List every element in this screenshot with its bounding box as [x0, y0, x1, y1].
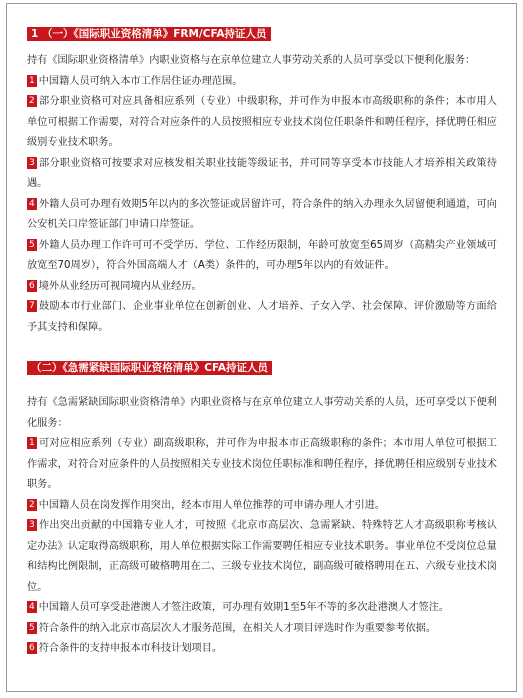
- section1-item-6: [27, 277, 497, 298]
- item-text: 中国籍人员可享受赴港澳人才签注政策，可办理有效期1至5年不等的多次赴港澳人才签注。: [38, 602, 450, 613]
- section1-intro: 持有《国际职业资格清单》内职业资格与在京单位建立人事劳动关系的人员可享受以下便利化服务：: [27, 55, 476, 66]
- item-text: 外籍人员办理工作许可可不受学历、学位、工作经历限制，年龄可放宽至65周岁（高精尖产业领域可放宽至70周岁），符合外国高端人才（A类）条件的，可办理5年以内的有效证件。: [27, 239, 497, 271]
- document-content: [27, 22, 497, 660]
- item-number-badge: 7: [29, 301, 35, 311]
- section1-item-2: [27, 92, 497, 154]
- item-text: 中国籍人员在岗发挥作用突出，经本市用人单位推荐的可申请办理人才引进。: [38, 499, 386, 511]
- item-number-badge: 3: [29, 520, 35, 530]
- section2-item-1: [27, 434, 497, 496]
- item-number-badge: 6: [29, 280, 35, 291]
- item-number-badge: 1: [29, 438, 35, 448]
- item-number-badge: 2: [29, 499, 35, 510]
- section1-heading: 1 （一）《国际职业资格清单》FRM/CFA持证人员: [27, 27, 271, 41]
- item-number-badge: 5: [29, 239, 35, 250]
- section2-heading: （二）《急需紧缺国际职业资格清单》CFA持证人员: [27, 361, 272, 375]
- section1-item-7: [27, 297, 497, 338]
- item-text: 作出突出贡献的中国籍专业人才，可按照《北京市高层次、急需紧缺、特殊特艺人才高级职称考核认定办法》认定取得高级职称，用人单位根据实际工作需要聘任相应专业技术职务。事业单位不受岗位总量和结构比例限制，正高级可破格聘用在二、三级专业技术岗位，副高级可破格聘用在五、六级专业技术岗位。: [27, 520, 497, 593]
- item-number-badge: 5: [29, 622, 35, 633]
- item-text: 可对应相应系列（专业）副高级职称，并可作为申报本市正高级职称的条件；本市用人单位可根据工作需求，对符合对应条件的人员按照相关专业技术岗位任职标准和聘任程序，择优聘任相应级别专业技术职务。: [27, 438, 497, 490]
- item-number-badge: 3: [29, 157, 35, 168]
- item-text: 境外从业经历可视同境内从业经历。: [38, 280, 202, 292]
- item-text: 中国籍人员可纳入本市工作居住证办理范围。: [38, 75, 243, 87]
- section1-item-1: [27, 72, 497, 93]
- section2-item-4: [27, 598, 497, 619]
- section2-item-6: [27, 639, 497, 660]
- item-number-badge: 4: [29, 198, 35, 209]
- item-number-badge: 2: [29, 96, 35, 106]
- section2-intro: 持有《急需紧缺国际职业资格清单》内职业资格与在京单位建立人事劳动关系的人员，还可享受以下便利化服务：: [27, 397, 497, 429]
- item-text: 部分职业资格可对应具备相应系列（专业）中级职称，并可作为申报本市高级职称的条件；本市用人单位可根据工作需要，对符合对应条件的人员按照相应专业技术岗位任职条件和聘任程序，择优聘任相应级别专业技术职务。: [27, 96, 497, 148]
- item-number-badge: 4: [29, 602, 35, 612]
- item-text: 鼓励本市行业部门、企业事业单位在创新创业、人才培养、子女入学、社会保障、评价激励等方面给予其支持和保障。: [27, 301, 497, 333]
- section2-item-2: [27, 496, 497, 517]
- section2-item-3: [27, 516, 497, 598]
- section1-item-4: [27, 195, 497, 236]
- item-number-badge: 6: [29, 643, 35, 653]
- item-number-badge: 1: [29, 75, 35, 86]
- document-page: [6, 3, 517, 692]
- item-text: 符合条件的纳入北京市高层次人才服务范围，在相关人才项目评选时作为重要参考依据。: [38, 622, 437, 634]
- item-text: 部分职业资格可按要求对应核发相关职业技能等级证书，并可同等享受本市技能人才培养相关政策待遇。: [27, 157, 497, 189]
- section1-item-5: [27, 236, 497, 277]
- item-text: 外籍人员可办理有效期5年以内的多次签证或居留许可，符合条件的纳入办理永久居留便利通道，可向公安机关口岸签证部门申请口岸签证。: [27, 198, 497, 230]
- section2-item-5: [27, 619, 497, 640]
- section1-item-3: [27, 154, 497, 195]
- item-text: 符合条件的支持申报本市科技计划项目。: [38, 643, 223, 654]
